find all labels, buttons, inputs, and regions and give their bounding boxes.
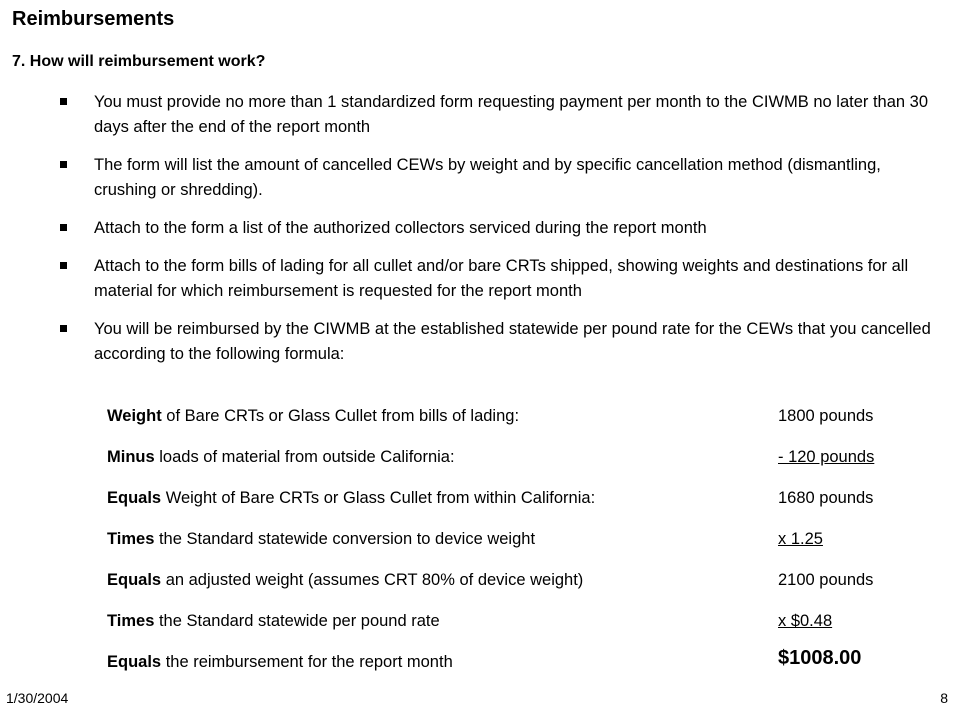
square-bullet-icon: [60, 325, 67, 332]
bullet-list: [0, 90, 960, 380]
formula-text: the Standard statewide per pound rate: [154, 612, 440, 630]
formula-value: x 1.25: [778, 530, 823, 548]
formula-value: 1680 pounds: [778, 489, 874, 507]
reimbursement-total: $1008.00: [778, 647, 862, 669]
slide-title: Reimbursements: [12, 8, 175, 30]
formula-keyword: Times: [107, 530, 155, 548]
reimbursement-formula: [107, 404, 927, 691]
bullet-item: [0, 153, 960, 203]
formula-row: [107, 445, 927, 486]
formula-keyword: Minus: [107, 448, 155, 466]
bullet-text: Attach to the form bills of lading for all cullet and/or bare CRTs shipped, showing weights and destinations for all material for which reimbursement is requested for the report month: [94, 257, 909, 300]
formula-keyword: Equals: [107, 653, 162, 671]
formula-row: [107, 486, 927, 527]
formula-text: the Standard statewide conversion to device weight: [154, 530, 536, 548]
formula-row: [107, 527, 927, 568]
formula-value: 2100 pounds: [778, 571, 874, 589]
bullet-item: [0, 216, 960, 241]
formula-value: x $0.48: [778, 612, 833, 630]
bullet-item: [0, 254, 960, 304]
bullet-text: The form will list the amount of cancelled CEWs by weight and by specific cancellation method (dismantling, crushing or shredding).: [94, 156, 881, 199]
page-number: 8: [940, 690, 948, 706]
formula-description: [107, 404, 519, 428]
square-bullet-icon: [60, 224, 67, 231]
bullet-item: [0, 317, 960, 367]
formula-row: [107, 404, 927, 445]
formula-description: [107, 527, 535, 551]
square-bullet-icon: [60, 98, 67, 105]
footer-date: 1/30/2004: [6, 690, 69, 706]
bullet-text: Attach to the form a list of the authorized collectors serviced during the report month: [94, 219, 707, 237]
formula-description: [107, 609, 440, 633]
formula-keyword: Weight: [107, 407, 162, 425]
formula-text: loads of material from outside California:: [154, 448, 455, 466]
formula-keyword: Equals: [107, 571, 162, 589]
square-bullet-icon: [60, 262, 67, 269]
formula-keyword: Equals: [107, 489, 162, 507]
formula-text: an adjusted weight (assumes CRT 80% of device weight): [161, 571, 584, 589]
formula-description: [107, 486, 595, 510]
formula-description: [107, 445, 455, 469]
bullet-text: You must provide no more than 1 standardized form requesting payment per month to the CIWMB no later than 30 days after the end of the report month: [94, 93, 929, 136]
formula-row: [107, 647, 927, 691]
formula-description: [107, 568, 583, 592]
formula-description: [107, 650, 453, 674]
formula-keyword: Times: [107, 612, 155, 630]
formula-text: of Bare CRTs or Glass Cullet from bills of lading:: [161, 407, 520, 425]
formula-text: the reimbursement for the report month: [161, 653, 453, 671]
formula-value: - 120 pounds: [778, 448, 875, 466]
formula-row: [107, 609, 927, 650]
bullet-text: You will be reimbursed by the CIWMB at the established statewide per pound rate for the CEWs that you cancelled according to the following formula:: [94, 320, 931, 363]
formula-row: [107, 568, 927, 609]
formula-value: 1800 pounds: [778, 407, 874, 425]
bullet-item: [0, 90, 960, 140]
formula-text: Weight of Bare CRTs or Glass Cullet from within California:: [161, 489, 596, 507]
question-heading: 7. How will reimbursement work?: [12, 53, 266, 70]
square-bullet-icon: [60, 161, 67, 168]
